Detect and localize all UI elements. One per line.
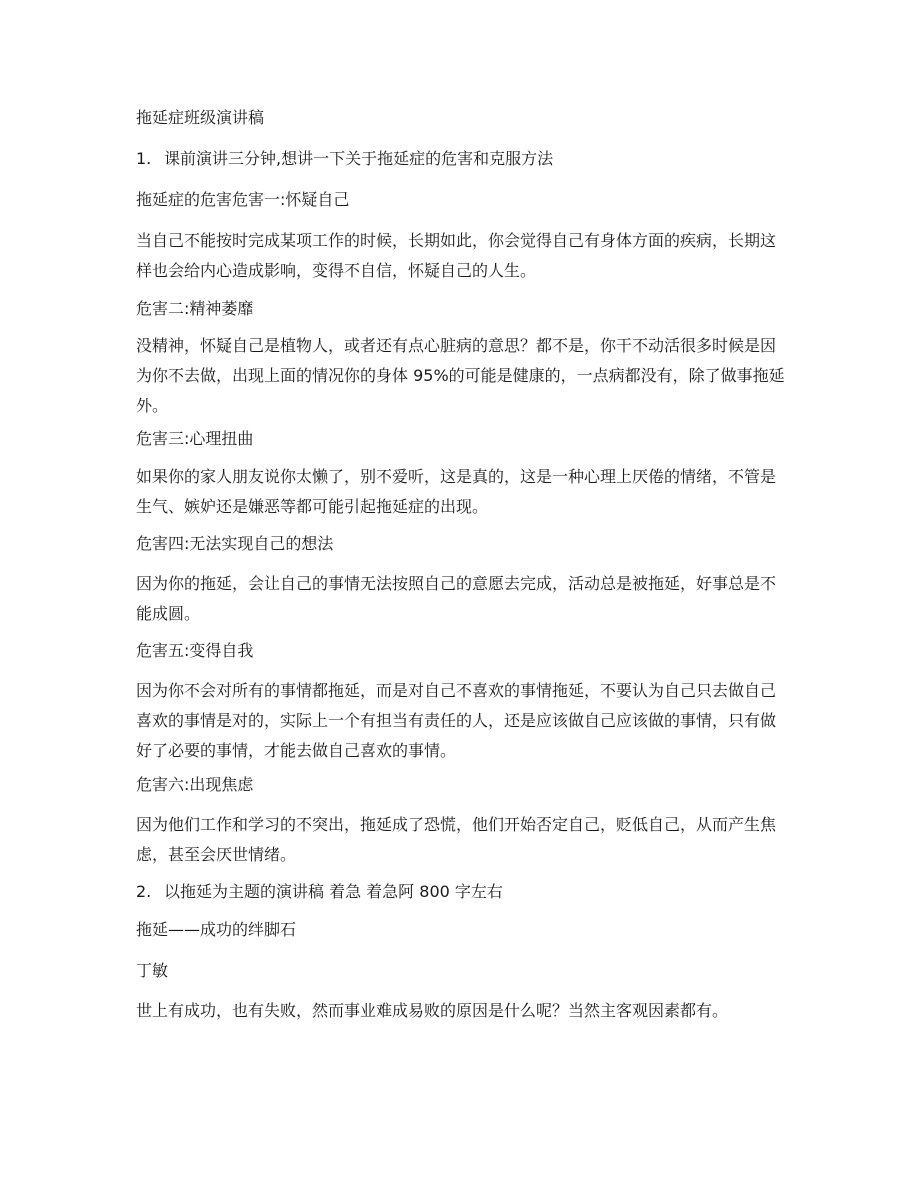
harm-4-heading: 危害四:无法实现自己的想法 [136,534,334,553]
harm-6-body: 因为他们工作和学习的不突出，拖延成了恐慌，他们开始否定自己，贬低自己，从而产生焦虑，甚至会厌世情绪。 [136,815,777,864]
harm-4-body: 因为你的拖延，会让自己的事情无法按照自己的意愿去完成，活动总是被拖延，好事总是不能成圆。 [136,574,777,623]
harm-2-heading: 危害二:精神萎靡 [136,299,254,318]
speech-author: 丁敏 [136,961,169,980]
section-2-text: 以拖延为主题的演讲稿 着急 着急阿 800 字左右 [164,882,503,901]
harm-5-body: 因为你不会对所有的事情都拖延，而是对自己不喜欢的事情拖延，不要认为自己只去做自己喜欢的事情是对的，实际上一个有担当有责任的人，还是应该做自己应该做的事情，只有做好了必要的事情，才能去做自己喜欢的事情。 [136,681,777,760]
section-1-text: 课前演讲三分钟,想讲一下关于拖延症的危害和克服方法 [164,149,554,168]
section-1-number: 1. [136,149,152,168]
document-title: 拖延症班级演讲稿 [136,108,265,127]
harm-1-heading: 拖延症的危害危害一:怀疑自己 [136,190,350,209]
harm-1-body: 当自己不能按时完成某项工作的时候，长期如此，你会觉得自己有身体方面的疾病，长期这样也会给内心造成影响，变得不自信，怀疑自己的人生。 [136,231,777,280]
speech-body: 世上有成功，也有失败，然而事业难成易败的原因是什么呢？当然主客观因素都有。 [136,1001,729,1020]
speech-title: 拖延——成功的绊脚石 [136,920,297,939]
section-2-heading [136,877,786,907]
harm-2-body: 没精神，怀疑自己是植物人，或者还有点心脏病的意思？都不是，你干不动活很多时候是因为你不去做，出现上面的情况你的身体 95%的可能是健康的，一点病都没有，除了做事拖延外。 [136,336,785,415]
section-1-heading [136,144,786,174]
harm-5-heading: 危害五:变得自我 [136,641,254,660]
harm-6-heading: 危害六:出现焦虑 [136,775,254,794]
harm-3-body: 如果你的家人朋友说你太懒了，别不爱听，这是真的，这是一种心理上厌倦的情绪，不管是生气、嫉妒还是嫌恶等都可能引起拖延症的出现。 [136,467,777,516]
section-2-number: 2. [136,882,152,901]
harm-3-heading: 危害三:心理扭曲 [136,429,254,448]
